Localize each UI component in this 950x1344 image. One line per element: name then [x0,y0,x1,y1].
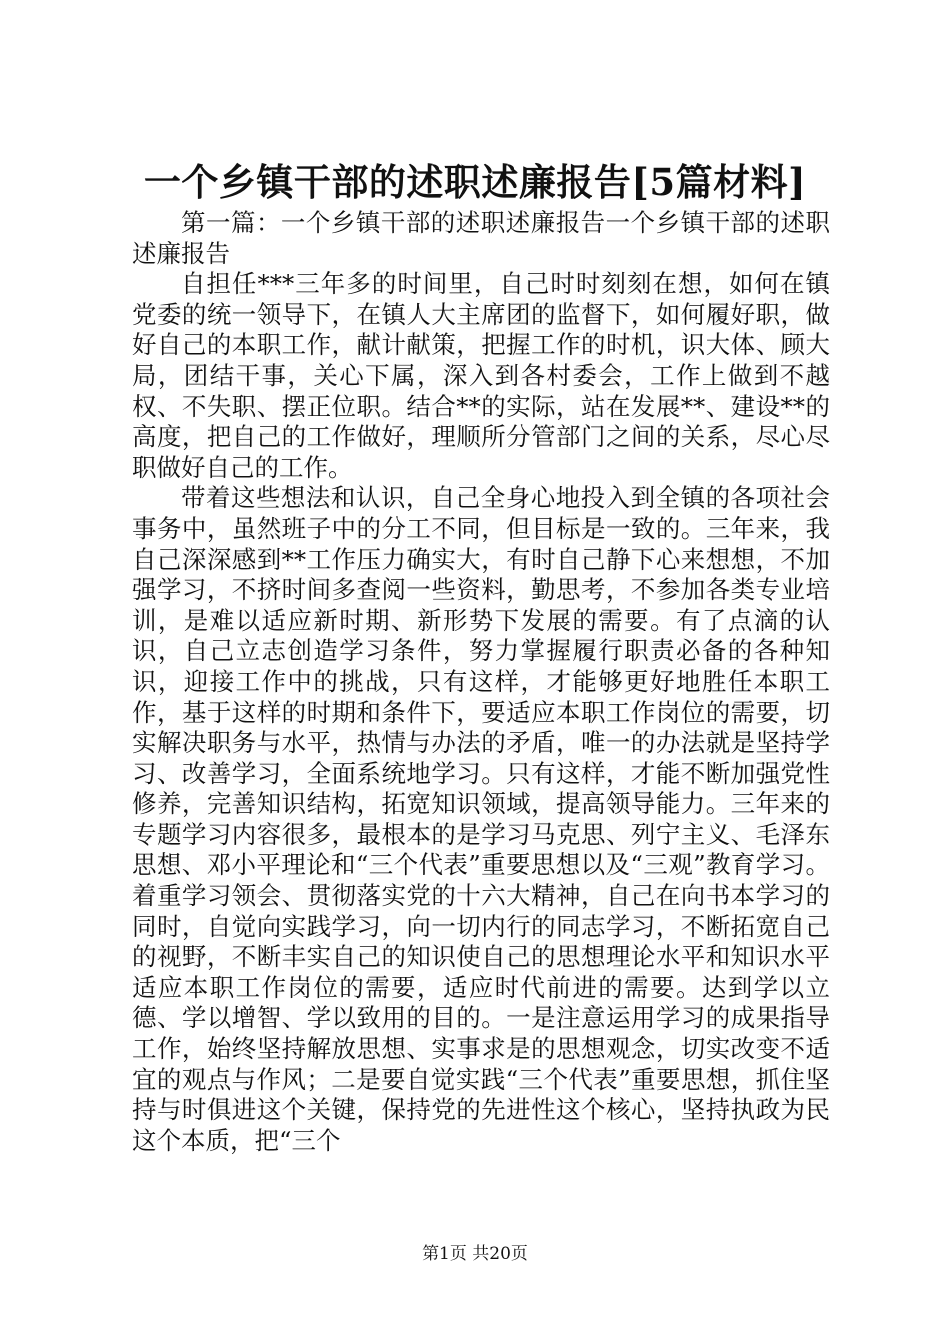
paragraph: 自担任***三年多的时间里，自己时时刻刻在想，如何在镇党委的统一领导下，在镇人大主席团的监督下，如何履好职，做好自己的本职工作，献计献策，把握工作的时机，识大体、顾大局，团结干事，关心下属，深入到各村委会，工作上做到不越权、不失职、摆正位职。结合**的实际，站在发展**、建设**的高度，把自己的工作做好，理顺所分管部门之间的关系，尽心尽职做好自己的工作。 [132,269,830,482]
paragraph-section-heading: 第一篇：一个乡镇干部的述职述廉报告一个乡镇干部的述职述廉报告 [132,208,830,268]
page-number-footer: 第1页 共20页 [422,1244,528,1264]
paragraph: 带着这些想法和认识，自己全身心地投入到全镇的各项社会事务中，虽然班子中的分工不同，但目标是一致的。三年来，我自己深深感到**工作压力确实大，有时自己静下心来想想，不加强学习，不挤时间多查阅一些资料，勤思考，不参加各类专业培训，是难以适应新时期、新形势下发展的需要。有了点滴的认识，自己立志创造学习条件，努力掌握履行职责必备的各种知识，迎接工作中的挑战，只有这样，才能够更好地胜任本职工作，基于这样的时期和条件下，要适应本职工作岗位的需要，切实解决职务与水平，热情与办法的矛盾，唯一的办法就是坚持学习、改善学习，全面系统地学习。只有这样，才能不断加强党性修养，完善知识结构，拓宽知识领域，提高领导能力。三年来的专题学习内容很多，最根本的是学习马克思、列宁主义、毛泽东思想、邓小平理论和“三个代表”重要思想以及“三观”教育学习。着重学习领会、贯彻落实党的十六大精神，自己在向书本学习的同时，自觉向实践学习，向一切内行的同志学习，不断拓宽自己的视野，不断丰实自己的知识使自己的思想理论水平和知识水平适应本职工作岗位的需要，适应时代前进的需要。达到学以立德、学以增智、学以致用的目的。一是注意运用学习的成果指导工作，始终坚持解放思想、实事求是的思想观念，切实改变不适宜的观点与作风；二是要自觉实践“三个代表”重要思想，抓住坚持与时俱进这个关键，保持党的先进性这个核心，坚持执政为民这个本质，把“三个 [132,483,830,1155]
document-title: 一个乡镇干部的述职述廉报告[5篇材料] [143,160,807,204]
document-body [132,208,830,1156]
